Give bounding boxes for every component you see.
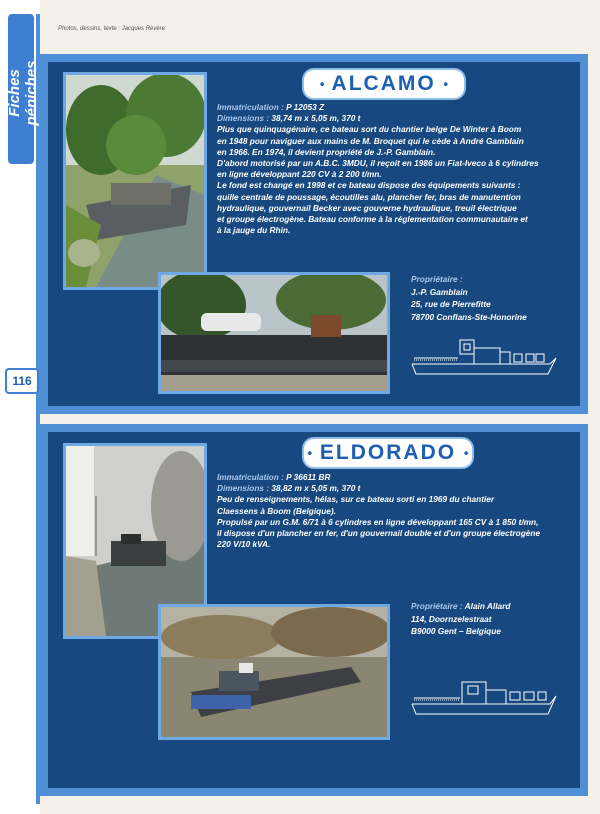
text-line: quille centrale de poussage, écoutilles alu, plancher fer, bras de manutention — [217, 191, 521, 202]
text-line: 220 V/10 kVA. — [217, 539, 271, 550]
text-line: Peu de renseignements, hélas, sur ce bateau sorti en 1969 du chantier — [217, 494, 495, 505]
text-line: il dispose d'un plancher en fer, d'un gouvernail double et d'un groupe électrogène — [217, 528, 541, 539]
owner-block-alcamo — [411, 273, 581, 323]
bullet-icon: • — [443, 76, 449, 92]
photo-eldorado-river — [158, 604, 390, 740]
text-line: Propulsé par un G.M. 6/71 à 6 cylindres en ligne développant 165 CV à 1 850 t/mn, — [217, 516, 539, 527]
bullet-icon: • — [319, 76, 325, 92]
owner-block-eldorado — [411, 600, 581, 638]
boat-title-eldorado — [302, 437, 474, 469]
bullet-icon: • — [463, 445, 469, 461]
text-line: D'abord motorisé par un A.B.C. 3MDU, il reçoit en 1986 un Fiat-Iveco à 6 cylindres — [217, 158, 539, 169]
boat-outline-icon — [410, 336, 560, 386]
section-tab — [6, 14, 40, 164]
text-line: à la jauge du Rhin. — [217, 225, 291, 236]
photo-alcamo-deck — [158, 272, 390, 394]
boat-name: ELDORADO — [319, 441, 457, 464]
text-line: Immatriculation : P 12053 Z — [217, 102, 325, 112]
bullet-icon: • — [307, 445, 313, 461]
text-line: en 1966. En 1974, il devient propriété de J.-P. Gamblain. — [217, 146, 436, 157]
text-line: Dimensions : 38,74 m x 5,05 m, 370 t — [217, 113, 361, 124]
owner-line: Propriétaire : Alain Allard — [411, 601, 511, 611]
photo-credit: Photos, dessins, texte : Jacques Rèvère — [58, 26, 166, 32]
text-line: en 1948 pour naviguer aux mains de M. Broquet qui le cède à André Gamblain — [217, 135, 524, 146]
text-line: en ligne développant 220 CV à 2 200 t/mn. — [217, 169, 382, 180]
text-line: Le fond est changé en 1998 et ce bateau dispose des équipements suivants : — [217, 180, 521, 191]
owner-line: J.-P. Gamblain — [411, 286, 468, 297]
text-line: hydraulique, gouvernail Becker avec gouverne hydraulique, treuil électrique — [217, 202, 517, 213]
owner-line: 114, Doornzelestraat — [411, 613, 492, 624]
page-number: 116 — [5, 368, 39, 394]
section-tab-label: Fiches péniches — [6, 60, 40, 126]
boat-description-eldorado — [217, 472, 577, 550]
sidebar — [0, 0, 40, 814]
owner-label: Propriétaire : — [411, 274, 463, 284]
owner-line: B9000 Gent – Belgique — [411, 626, 501, 636]
text-line: et groupe électrogène. Bateau conforme à la réglementation communautaire et — [217, 214, 528, 225]
text-line: Plus que quinquagénaire, ce bateau sort du chantier belge De Winter à Boom — [217, 124, 522, 135]
text-line: Immatriculation : P 36611 BR — [217, 472, 331, 482]
boat-description-alcamo — [217, 102, 577, 236]
text-line: Claessens à Boom (Belgique). — [217, 505, 336, 516]
owner-line: 25, rue de Pierrefitte — [411, 299, 491, 309]
text-line: Dimensions : 38,82 m x 5,05 m, 370 t — [217, 483, 361, 494]
boat-name: ALCAMO — [331, 72, 436, 95]
boat-title-alcamo — [302, 68, 466, 100]
boat-outline-icon — [410, 676, 560, 726]
photo-alcamo-canal — [63, 72, 207, 290]
owner-line: 78700 Conflans-Ste-Honorine — [411, 311, 527, 322]
